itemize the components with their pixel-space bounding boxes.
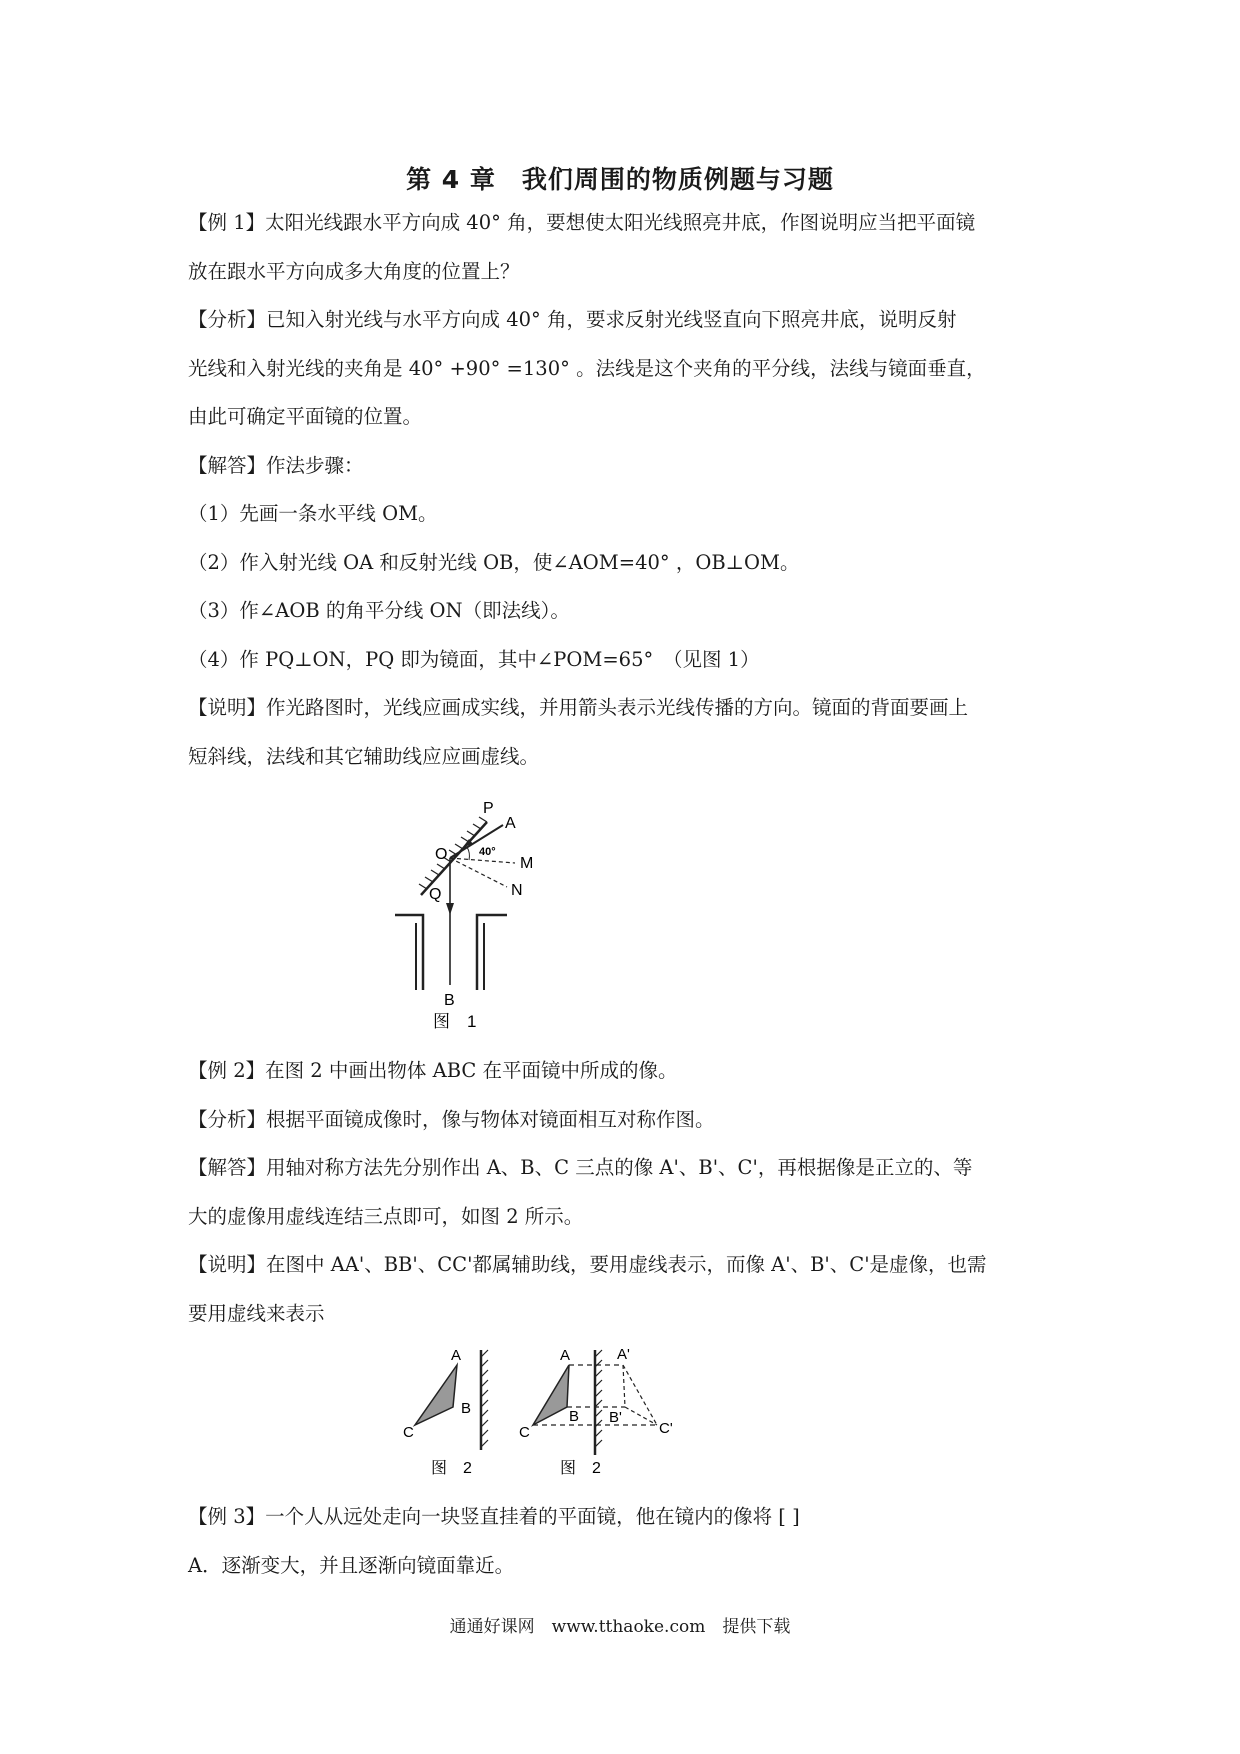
text-line: A．逐渐变大，并且逐渐向镜面靠近。 — [188, 1554, 515, 1577]
text-line: 放在跟水平方向成多大角度的位置上？ — [188, 260, 520, 283]
text-line: 【分析】根据平面镜成像时，像与物体对镜面相互对称作图。 — [188, 1108, 715, 1131]
figure-2-left — [403, 1347, 488, 1477]
text-line: 【说明】作光路图时，光线应画成实线，并用箭头表示光线传播的方向。镜面的背面要画上 — [188, 696, 969, 719]
well-left-wall — [395, 915, 423, 990]
text-line: （4）作 PQ⊥ON，PQ 即为镜面，其中∠POM=65° （见图 1） — [188, 648, 760, 671]
text-line: 短斜线，法线和其它辅助线应应画虚线。 — [188, 745, 540, 768]
label-a-image: A' — [617, 1346, 630, 1363]
text-line: （1）先画一条水平线 OM。 — [188, 502, 438, 525]
mirror-hatching — [419, 817, 487, 889]
label-b: B — [444, 992, 455, 1009]
label-angle: 40° — [479, 846, 496, 858]
text-line: 【解答】作法步骤： — [188, 454, 364, 477]
label-b: B — [461, 1400, 472, 1417]
figure-caption: 图 1 — [433, 1012, 477, 1031]
figure-2-right — [519, 1346, 673, 1477]
page-title: 第 4 章 我们周围的物质例题与习题 — [406, 165, 834, 194]
image-edge-ab — [623, 1365, 625, 1407]
label-p: P — [483, 800, 494, 817]
text-line: 大的虚像用虚线连结三点即可，如图 2 所示。 — [188, 1205, 584, 1228]
label-m: M — [520, 855, 534, 872]
label-b-image: B' — [609, 1409, 622, 1426]
label-b: B — [569, 1408, 580, 1425]
text-line: 由此可确定平面镜的位置。 — [188, 405, 423, 428]
page-footer: 通通好课网 www.tthaoke.com 提供下载 — [449, 1617, 791, 1637]
label-a: A — [560, 1347, 571, 1364]
figure-caption: 图 2 — [560, 1460, 601, 1477]
text-line: 要用虚线来表示 — [188, 1302, 325, 1325]
normal-on — [450, 858, 507, 887]
label-a: A — [451, 1347, 462, 1364]
text-line: 【说明】在图中 AA'、BB'、CC'都属辅助线，要用虚线表示，而像 A'、B'、C'是虚像，也需 — [188, 1253, 987, 1276]
text-line: （2）作入射光线 OA 和反射光线 OB，使∠AOM=40° ，OB⊥OM。 — [188, 551, 800, 574]
triangle-abc — [533, 1365, 569, 1425]
angle-arc — [467, 847, 469, 860]
text-line: 【解答】用轴对称方法先分别作出 A、B、C 三点的像 A'、B'、C'，再根据像是正立的、等 — [188, 1156, 973, 1179]
figure-caption: 图 2 — [431, 1460, 472, 1477]
text-line: （3）作∠AOB 的角平分线 ON（即法线）。 — [188, 599, 570, 622]
text-line: 【分析】已知入射光线与水平方向成 40° 角，要求反射光线竖直向下照亮井底，说明反射 — [188, 308, 957, 331]
triangle-abc — [415, 1365, 457, 1425]
label-a: A — [505, 815, 516, 832]
text-line: 【例 2】在图 2 中画出物体 ABC 在平面镜中所成的像。 — [188, 1059, 678, 1082]
reflected-arrow — [446, 903, 454, 915]
figure-1 — [395, 795, 555, 1035]
horizontal-om — [450, 858, 515, 863]
label-c: C — [519, 1424, 530, 1441]
label-c: C — [403, 1424, 414, 1441]
label-o: O — [435, 846, 448, 863]
well-right-wall — [477, 915, 507, 990]
text-line: 光线和入射光线的夹角是 40° +90° =130° 。法线是这个夹角的平分线，法线与镜面垂直， — [188, 357, 986, 380]
label-n: N — [511, 882, 523, 899]
label-q: Q — [429, 886, 442, 903]
label-c-image: C' — [659, 1420, 673, 1437]
text-line: 【例 1】太阳光线跟水平方向成 40° 角，要想使太阳光线照亮井底，作图说明应当把平面镜 — [188, 211, 976, 234]
text-line: 【例 3】一个人从远处走向一块竖直挂着的平面镜，他在镜内的像将 [ ] — [188, 1505, 800, 1528]
figure-2 — [395, 1345, 715, 1485]
mirror-pq — [421, 822, 487, 895]
